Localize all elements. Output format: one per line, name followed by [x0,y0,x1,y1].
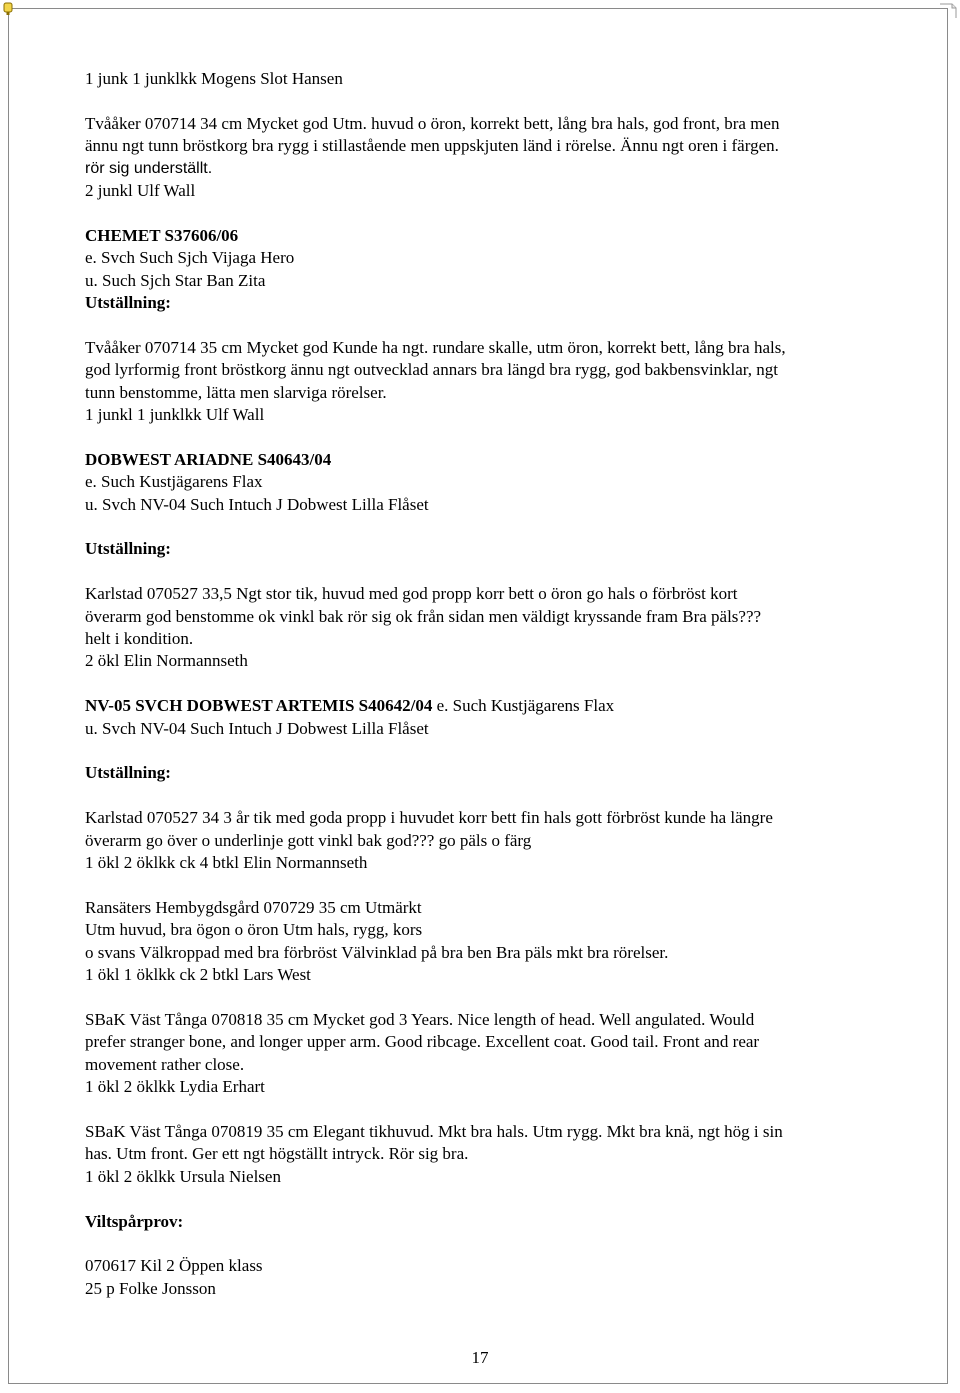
text-line: helt i kondition. [85,629,194,649]
sire-line: e. Svch Such Sjch Vijaga Hero [85,248,295,268]
dam-line: u. Such Sjch Star Ban Zita [85,270,266,290]
dam-line: u. Svch NV-04 Such Intuch J Dobwest Lilla Flåset [85,494,429,514]
dog-name-heading: CHEMET S37606/06 [85,225,239,245]
text-line: 2 ökl Elin Normannseth [85,651,248,671]
text-line: movement rather close. [85,1054,245,1074]
text-line: SBaK Väst Tånga 070819 35 cm Elegant tikhuvud. Mkt bra hals. Utm rygg. Mkt bra knä, ngt hög i sin [85,1121,783,1141]
dog-name-heading: DOBWEST ARIADNE S40643/04 [85,449,332,469]
document-body [85,68,885,1300]
page-number: 17 [471,1348,489,1367]
text-line: Ransäters Hembygdsgård 070729 35 cm Utmärkt [85,897,422,917]
text-line: överarm go över o underlinje gott vinkl bak god??? go päls o färg [85,830,532,850]
section-heading: Utställning: [85,539,171,559]
text-line: 2 junkl Ulf Wall [85,181,196,201]
section-heading: Utställning: [85,763,171,783]
text-line: o svans Välkroppad med bra förbröst Välvinklad på bra ben Bra päls mkt bra rörelser. [85,942,669,962]
text-line: Tvååker 070714 34 cm Mycket god Utm. huvud o öron, korrekt bett, lång bra hals, god front, bra men [85,113,780,133]
text-line: Tvååker 070714 35 cm Mycket god Kunde ha ngt. rundare skalle, utm öron, korrekt bett, lång bra hals, [85,337,786,357]
text-line: 1 junkl 1 junklkk Ulf Wall [85,405,265,425]
text-line: SBaK Väst Tånga 070818 35 cm Mycket god 3 Years. Nice length of head. Well angulated. Would [85,1009,755,1029]
text-line: god lyrformig front bröstkorg ännu ngt outvecklad annars bra längd bra rygg, god bakbensvinklar, ngt [85,360,779,380]
text-line: rör sig underställt. [85,159,213,177]
text-line: 25 p Folke Jonsson [85,1278,216,1298]
text-line: tunn benstomme, lätta men slarviga rörelser. [85,382,387,402]
sire-line: e. Such Kustjägarens Flax [85,472,263,492]
section-heading: Viltspårprov: [85,1211,184,1231]
text-line: prefer stranger bone, and longer upper arm. Good ribcage. Excellent coat. Good tail. Front and rear [85,1032,760,1052]
text-line: 1 ökl 2 öklkk Ursula Nielsen [85,1166,281,1186]
dam-line: u. Svch NV-04 Such Intuch J Dobwest Lilla Flåset [85,718,429,738]
text-line: överarm god benstomme ok vinkl bak rör sig ok från sidan men väldigt kryssande fram Bra päls??? [85,606,762,626]
text-line: 1 ökl 2 öklkk ck 4 btkl Elin Normannseth [85,853,368,873]
section-heading: Utställning: [85,293,171,313]
text-line: Karlstad 070527 34 3 år tik med goda propp i huvudet korr bett fin hals gott förbröst kunde ha längre [85,808,773,828]
folded-page-corner-icon [940,2,958,20]
text-line: has. Utm front. Ger ett ngt högställt intryck. Rör sig bra. [85,1144,469,1164]
text-line: Utm huvud, bra ögon o öron Utm hals, rygg, kors [85,920,423,940]
text-line: Karlstad 070527 33,5 Ngt stor tik, huvud med god propp korr bett o öron go hals o förbröst kort [85,584,738,604]
text-line: 070617 Kil 2 Öppen klass [85,1256,263,1276]
text-line: ännu ngt tunn bröstkorg bra rygg i stillastående men uppskjuten länd i rörelse. Ännu ngt oren i färgen. [85,136,779,156]
attachment-pin-icon[interactable] [2,2,14,16]
dog-name-heading: NV-05 SVCH DOBWEST ARTEMIS S40642/04 [85,696,433,716]
dog-name-line [85,695,885,717]
text-line: 1 ökl 1 öklkk ck 2 btkl Lars West [85,965,311,985]
sire-line: e. Such Kustjägarens Flax [432,696,615,716]
text-line: 1 ökl 2 öklkk Lydia Erhart [85,1077,265,1097]
text-line: 1 junk 1 junklkk Mogens Slot Hansen [85,69,343,88]
